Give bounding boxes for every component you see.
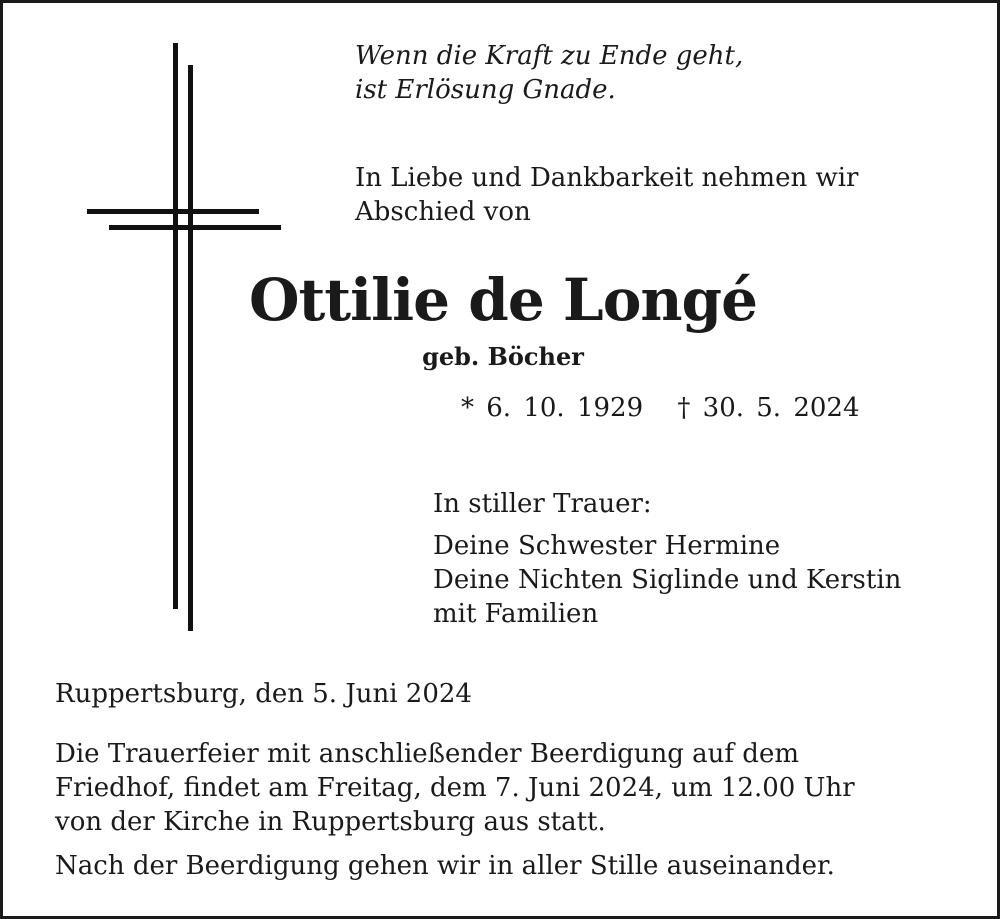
death-symbol: † (677, 393, 691, 423)
deceased-name: Ottilie de Longé (248, 266, 758, 334)
service-line: Friedhof, findet am Freitag, dem 7. Juni 2024, um 12.00 Uhr (55, 773, 855, 803)
cross-horizontal-bar-2 (109, 225, 281, 230)
mourners-block (433, 487, 901, 631)
service-line: Die Trauerfeier mit anschließender Beerdigung auf dem (55, 739, 799, 769)
mourner-line: mit Familien (433, 599, 599, 629)
death-date: 30. 5. 2024 (702, 393, 860, 423)
motto-line-1: Wenn die Kraft zu Ende geht, (355, 41, 744, 71)
maiden-name: geb. Böcher (422, 342, 584, 371)
mourners-heading: In stiller Trauer: (433, 489, 652, 519)
cross-horizontal-bar-1 (87, 209, 259, 214)
motto (355, 39, 743, 107)
service-line: von der Kirche in Ruppertsburg aus statt. (55, 807, 606, 837)
mourner-line: Deine Nichten Siglinde und Kerstin (433, 565, 902, 595)
place-and-date: Ruppertsburg, den 5. Juni 2024 (55, 679, 472, 709)
birth-symbol: * (461, 393, 474, 423)
life-dates (461, 391, 860, 425)
mourner-line: Deine Schwester Hermine (433, 531, 781, 561)
closing-note: Nach der Beerdigung gehen wir in aller Stille auseinander. (55, 851, 835, 881)
intro-line-1: In Liebe und Dankbarkeit nehmen wir (355, 163, 859, 193)
birth-date: 6. 10. 1929 (486, 393, 644, 423)
service-info (55, 737, 855, 839)
motto-line-2: ist Erlösung Gnade. (355, 75, 616, 105)
intro-text (355, 161, 858, 229)
intro-line-2: Abschied von (355, 197, 531, 227)
